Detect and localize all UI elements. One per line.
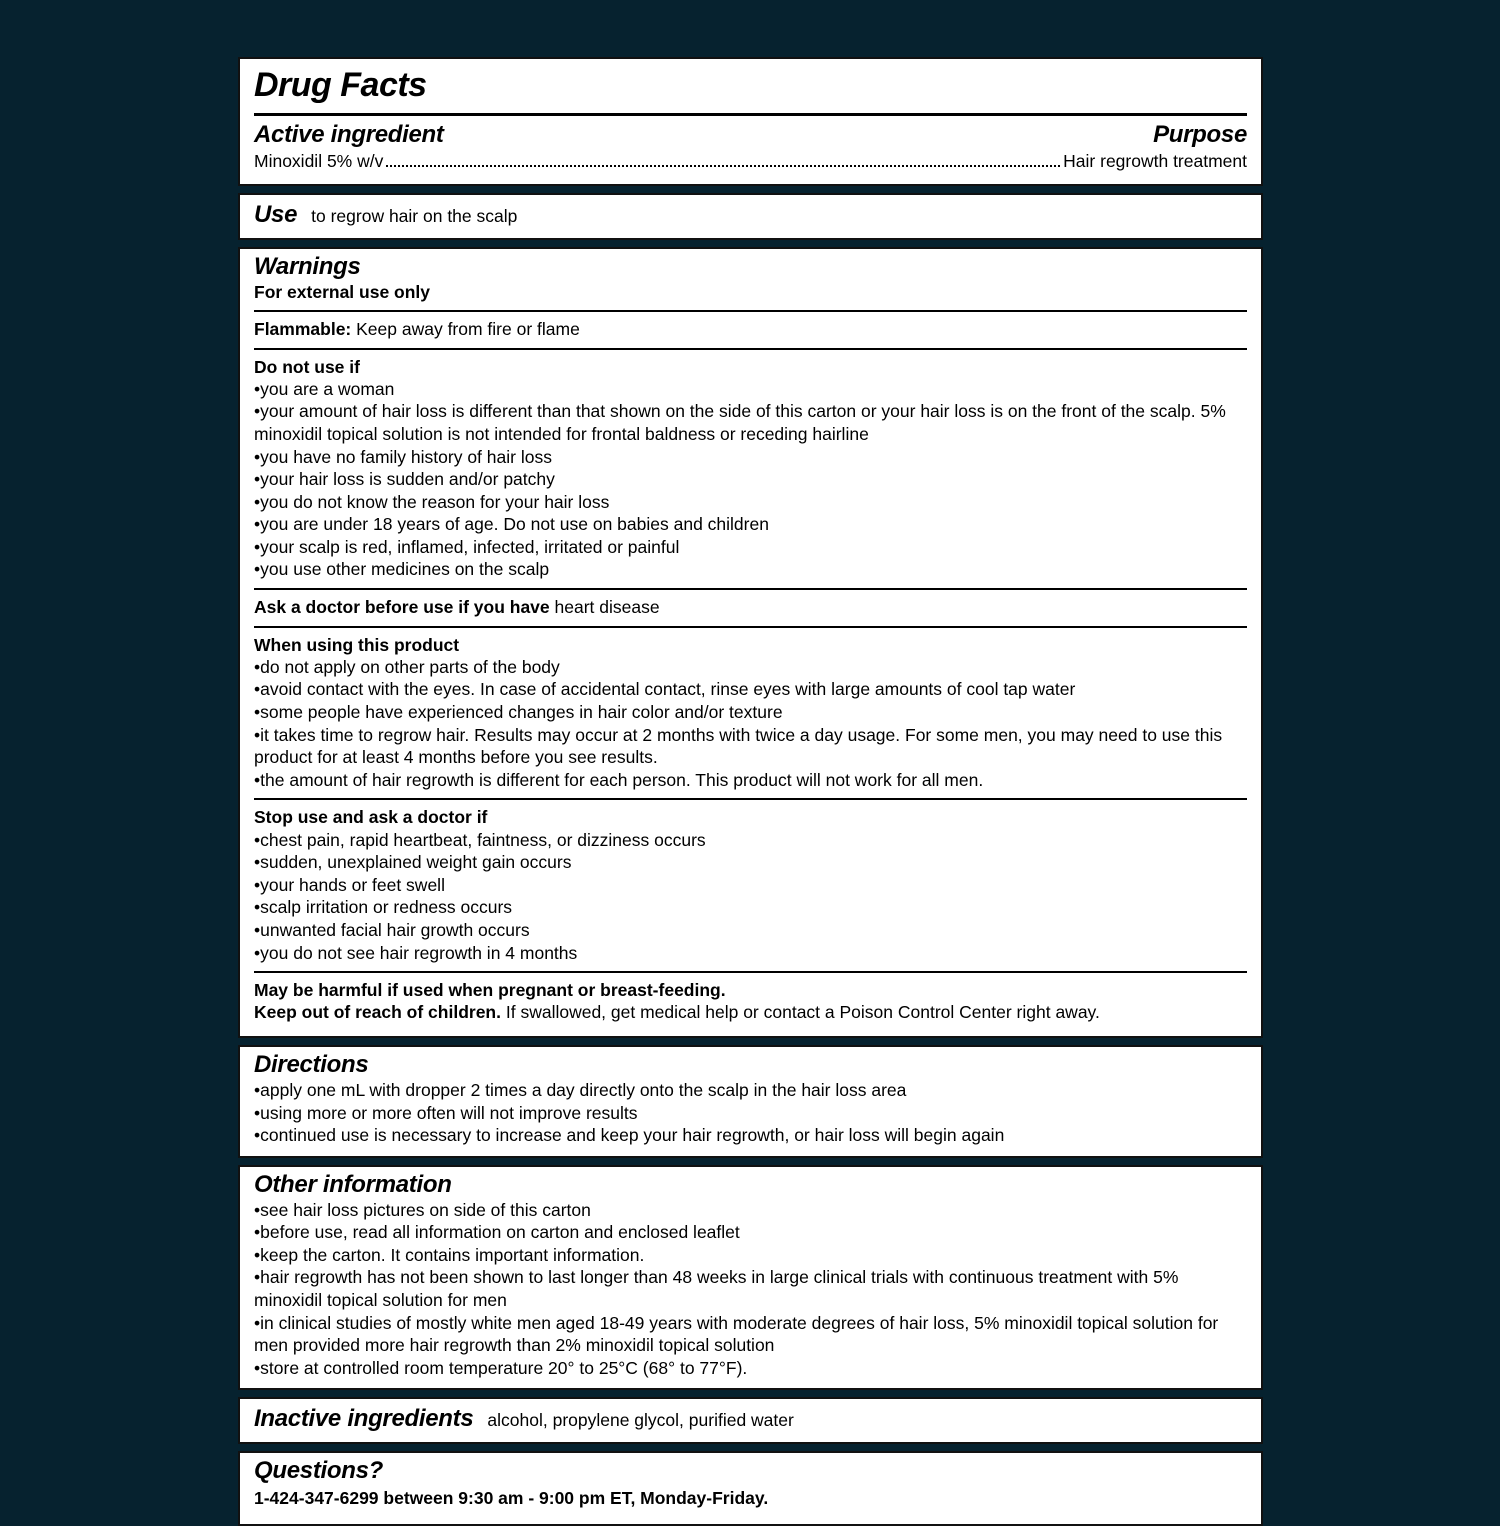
section-questions <box>238 1451 1263 1526</box>
stop-use-heading: Stop use and ask a doctor if <box>254 807 488 828</box>
list-item: • your amount of hair loss is different than that shown on the side of this carton or your hair loss is on the front of the scalp. 5% minoxidil topical solution is not intended for frontal baldness or receding hairline <box>254 400 1247 445</box>
warnings-divider <box>254 971 1247 973</box>
ingredient-purpose-line <box>254 149 1247 175</box>
list-item: • store at controlled room temperature 20° to 25°C (68° to 77°F). <box>254 1357 1247 1380</box>
list-item: • using more or more often will not improve results <box>254 1102 1247 1125</box>
warnings-heading: Warnings <box>254 252 361 280</box>
list-item: • you are a woman <box>254 378 1247 401</box>
use-text: to regrow hair on the scalp <box>311 205 518 226</box>
list-item: • it takes time to regrow hair. Results may occur at 2 months with twice a day usage. For some men, you may need to use this product for at least 4 months before you see results. <box>254 724 1247 769</box>
list-item: • your scalp is red, inflamed, infected, irritated or painful <box>254 536 1247 559</box>
keep-out-line <box>254 1001 1247 1024</box>
flammable-rest: Keep away from fire or flame <box>356 318 580 339</box>
list-item: • apply one mL with dropper 2 times a day directly onto the scalp in the hair loss area <box>254 1079 1247 1102</box>
list-item: • continued use is necessary to increase and keep your hair regrowth, or hair loss will begin again <box>254 1124 1247 1147</box>
list-item: • unwanted facial hair growth occurs <box>254 919 1247 942</box>
purpose-heading: Purpose <box>1153 121 1247 148</box>
questions-heading: Questions? <box>254 1457 384 1485</box>
list-item: • before use, read all information on carton and enclosed leaflet <box>254 1221 1247 1244</box>
use-heading: Use <box>254 200 298 228</box>
active-ingredient-heading: Active ingredient <box>254 121 444 148</box>
list-item: • sudden, unexplained weight gain occurs <box>254 851 1247 874</box>
list-item: • the amount of hair regrowth is different for each person. This product will not work for all men. <box>254 769 1247 792</box>
drug-facts-title: Drug Facts <box>254 66 427 104</box>
list-item: • keep the carton. It contains important information. <box>254 1244 1247 1267</box>
do-not-use-heading: Do not use if <box>254 356 360 377</box>
use-line <box>254 199 1247 229</box>
purpose-value: Hair regrowth treatment <box>1063 151 1247 171</box>
warnings-divider <box>254 626 1247 628</box>
inactive-ingredients-line <box>254 1403 1247 1433</box>
list-item: • hair regrowth has not been shown to last longer than 48 weeks in large clinical trials with continuous treatment with 5% minoxidil topical solution for men <box>254 1266 1247 1311</box>
list-item: • see hair loss pictures on side of this carton <box>254 1199 1247 1222</box>
list-item: • chest pain, rapid heartbeat, faintness, or dizziness occurs <box>254 829 1247 852</box>
list-item: • you are under 18 years of age. Do not use on babies and children <box>254 513 1247 536</box>
warnings-divider <box>254 310 1247 312</box>
section-use <box>238 193 1263 240</box>
list-item: • your hair loss is sudden and/or patchy <box>254 468 1247 491</box>
warnings-divider <box>254 348 1247 350</box>
inactive-ingredients-text: alcohol, propylene glycol, purified water <box>487 1410 794 1431</box>
other-information-heading: Other information <box>254 1170 452 1198</box>
section-other-information <box>238 1165 1263 1391</box>
list-item: • in clinical studies of mostly white men aged 18-49 years with moderate degrees of hair loss, 5% minoxidil topical solution for men provided more hair regrowth than 2% minoxidil topical solution <box>254 1312 1247 1357</box>
warnings-divider <box>254 588 1247 590</box>
drug-facts-label <box>238 57 1263 1526</box>
dotted-leader <box>386 165 1060 167</box>
harmful-line: May be harmful if used when pregnant or breast-feeding. <box>254 980 726 1001</box>
section-inactive-ingredients <box>238 1397 1263 1444</box>
section-directions <box>238 1045 1263 1158</box>
list-item: • you have no family history of hair loss <box>254 446 1247 469</box>
keep-out-rest: If swallowed, get medical help or contact a Poison Control Center right away. <box>505 1002 1100 1023</box>
ask-doctor-rest: heart disease <box>554 596 660 617</box>
flammable-line <box>254 318 1247 341</box>
section-warnings <box>238 247 1263 1038</box>
list-item: • you do not know the reason for your hair loss <box>254 491 1247 514</box>
list-item: • you do not see hair regrowth in 4 months <box>254 942 1247 965</box>
ingredient-name: Minoxidil 5% w/v <box>254 151 384 171</box>
list-item: • avoid contact with the eyes. In case of accidental contact, rinse eyes with large amounts of cool tap water <box>254 678 1247 701</box>
ask-doctor-line <box>254 596 1247 619</box>
ask-doctor-lead: Ask a doctor before use if you have <box>254 596 550 617</box>
warnings-divider <box>254 798 1247 800</box>
external-use-line: For external use only <box>254 281 431 302</box>
flammable-lead: Flammable: <box>254 318 352 339</box>
keep-out-lead: Keep out of reach of children. <box>254 1002 501 1023</box>
list-item: • do not apply on other parts of the body <box>254 656 1247 679</box>
list-item: • your hands or feet swell <box>254 874 1247 897</box>
list-item: • you use other medicines on the scalp <box>254 558 1247 581</box>
inactive-ingredients-heading: Inactive ingredients <box>254 1405 474 1433</box>
directions-heading: Directions <box>254 1051 369 1079</box>
questions-phone-line: 1-424-347-6299 between 9:30 am - 9:00 pm ET, Monday-Friday. <box>254 1488 769 1509</box>
when-using-heading: When using this product <box>254 634 460 655</box>
section-header <box>238 57 1263 186</box>
active-ingredient-row <box>254 116 1247 149</box>
list-item: • scalp irritation or redness occurs <box>254 896 1247 919</box>
list-item: • some people have experienced changes in hair color and/or texture <box>254 701 1247 724</box>
